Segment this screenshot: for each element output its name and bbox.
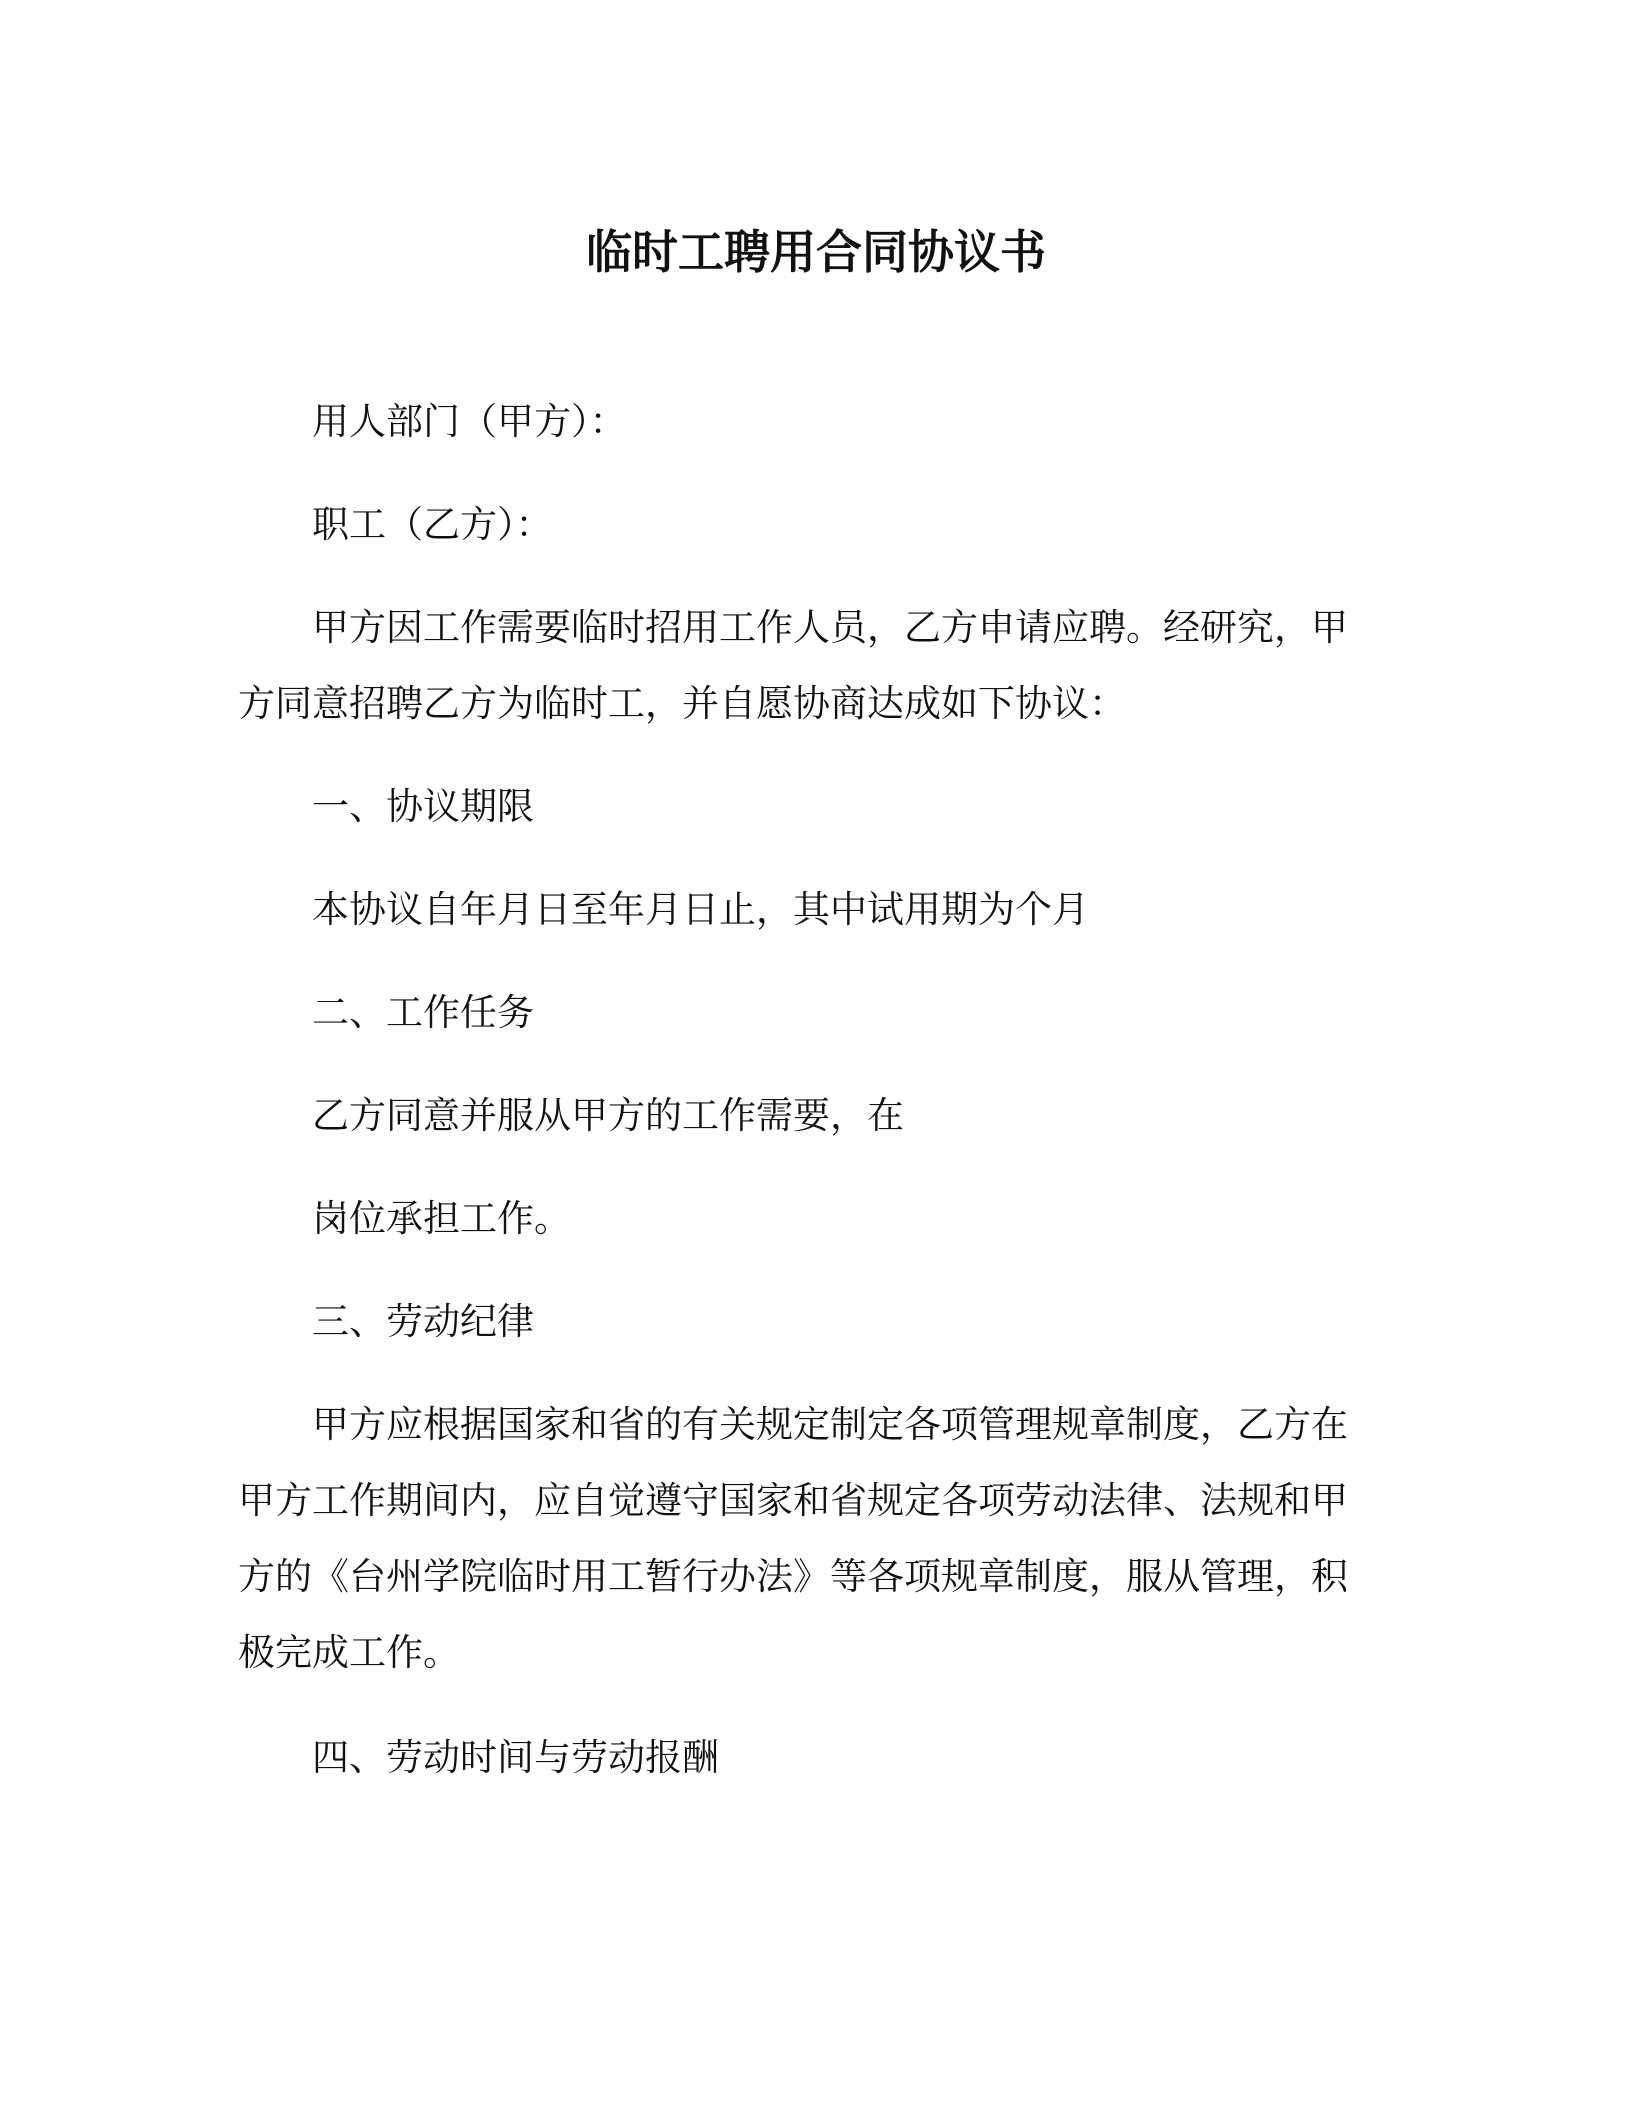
section-3-line-3: 方的《台州学院临时用工暂行办法》等各项规章制度，服从管理，积 <box>238 1555 1348 1598</box>
document-title: 临时工聘用合同协议书 <box>586 225 1046 279</box>
section-1-heading: 一、协议期限 <box>312 785 534 828</box>
section-2-body-line-1: 乙方同意并服从甲方的工作需要，在 <box>312 1094 904 1137</box>
section-3-line-2: 甲方工作期间内，应自觉遵守国家和省规定各项劳动法律、法规和甲 <box>238 1479 1348 1522</box>
intro-line-1: 甲方因工作需要临时招用工作人员，乙方申请应聘。经研究，甲 <box>312 606 1348 649</box>
section-1-body: 本协议自年月日至年月日止，其中试用期为个月 <box>312 888 1089 931</box>
section-3-line-4: 极完成工作。 <box>238 1631 460 1674</box>
party-a-label: 用人部门（甲方）： <box>312 400 627 443</box>
party-b-label: 职工（乙方）： <box>312 503 553 546</box>
section-3-line-1: 甲方应根据国家和省的有关规定制定各项管理规章制度，乙方在 <box>312 1403 1348 1446</box>
section-2-body-line-2: 岗位承担工作。 <box>312 1197 571 1240</box>
section-3-heading: 三、劳动纪律 <box>312 1300 534 1343</box>
section-4-heading: 四、劳动时间与劳动报酬 <box>312 1736 719 1779</box>
intro-line-2: 方同意招聘乙方为临时工，并自愿协商达成如下协议： <box>238 682 1126 725</box>
section-2-heading: 二、工作任务 <box>312 991 534 1034</box>
